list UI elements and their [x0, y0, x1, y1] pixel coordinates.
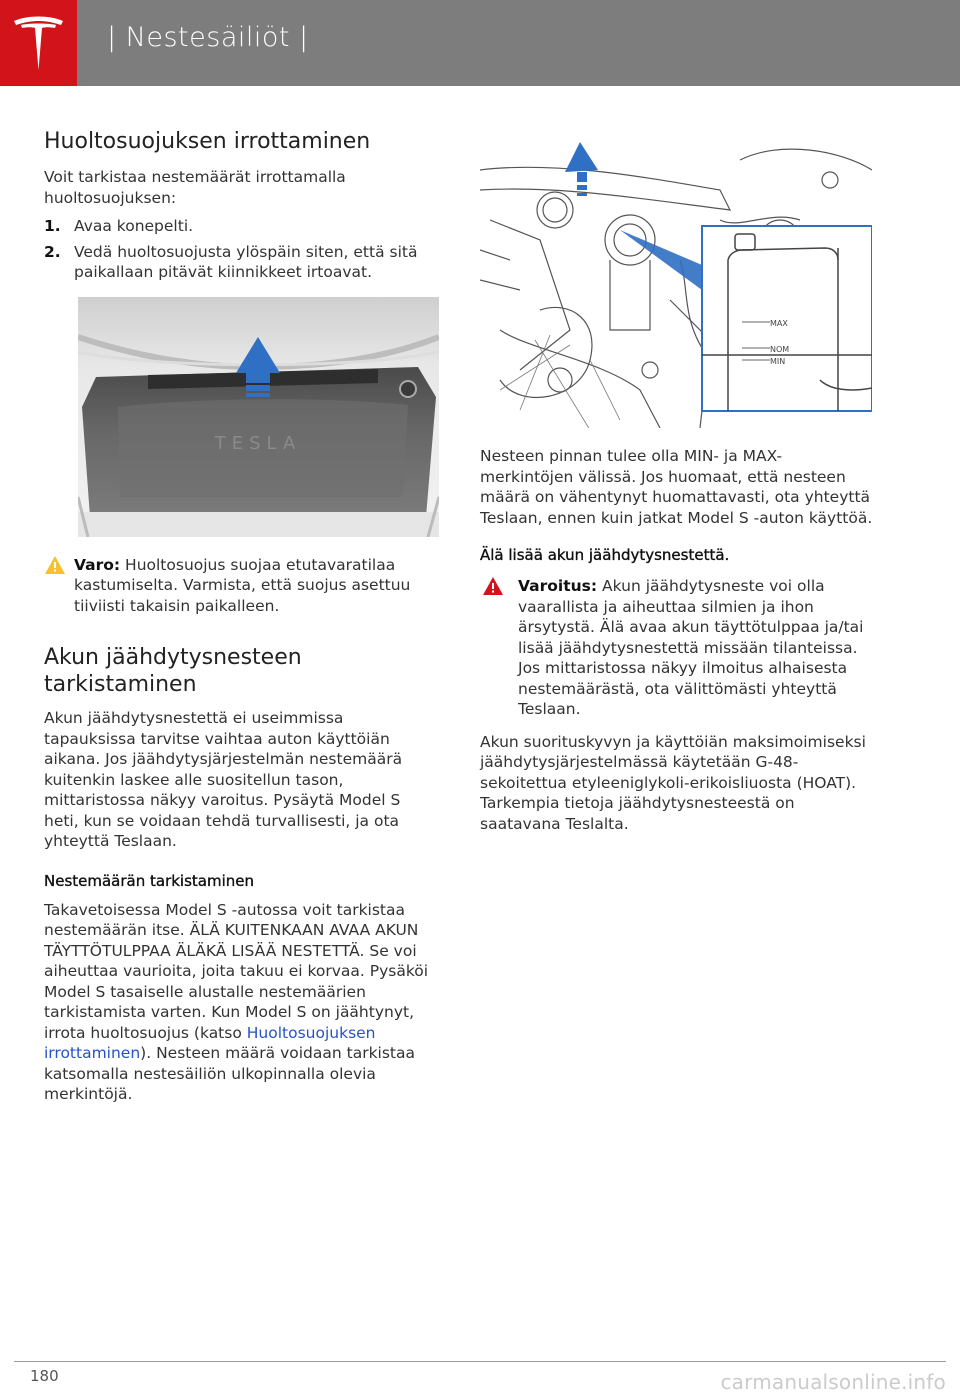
warning-icon	[482, 576, 504, 596]
tesla-logo-icon	[12, 14, 65, 72]
check-level-paragraph	[44, 900, 439, 1105]
step-number: 2.	[44, 242, 61, 261]
heading-check-coolant: Akun jäähdytysnesteen tarkistaminen	[44, 645, 302, 697]
subheading-check-level: Nestemäärän tarkistaminen	[44, 871, 255, 890]
label-nom: NOM	[770, 345, 790, 354]
tesla-logo	[0, 0, 77, 86]
caution-label: Varo:	[74, 555, 121, 574]
coolant-paragraph: Akun jäähdytysnestettä ei useimmissa tapauksissa tarvitse vaihtaa auton käyttöiän aikana. Jos jäähdytysjärjestelmän nestemäärä kuitenkin laskee alle suositellun tason, mittaristossa näkyy varoitus. Pysäytä Model S heti, kun se voidaan tehdä turvallisesti, ja ota yhteyttä Teslaan.	[44, 709, 403, 850]
warning-text: Akun jäähdytysneste voi olla vaarallista ja aiheuttaa silmien ja ihon ärsytystä. Älä avaa akun täyttötulppaa ja/tai lisää jäähdytysnestettä missään tilanteissa. Jos mittaristossa näkyy ilmoitus alhaisesta nestemäärästä, ota välittömästi yhteyttä Teslaan.	[518, 577, 864, 718]
coolant-reservoir-illustration	[480, 130, 872, 428]
page-header	[0, 0, 960, 86]
check-level-text-a: Takavetoisessa Model S -autossa voit tarkistaa nestemäärän itse. ÄLÄ KUITENKAAN AVAA AKUN TÄYTTÖTULPPAA ÄLÄKÄ LISÄÄ NESTETTÄ. Se voi aiheuttaa vaurioita, joita takuu ei korvaa. Pysäköi Model S tasaiselle alustalle nestemäärien tarkistamista varten. Kun Model S on jäähtynyt, irrota huoltosuojus (katso	[44, 900, 429, 1042]
caution-note	[44, 555, 439, 617]
warning-label: Varoitus:	[518, 577, 598, 595]
step-item	[44, 242, 439, 283]
link-remove-service-panel[interactable]: Huoltosuojuksen irrottaminen	[44, 1023, 376, 1062]
service-panel-illustration	[78, 297, 439, 537]
step-text: Avaa konepelti.	[74, 217, 194, 235]
subheading-do-not-add: Älä lisää akun jäähdytysnestettä.	[480, 546, 730, 564]
caution-text: Huoltosuojus suojaa etutavaratilaa kastumiselta. Varmista, että suojus asettuu tiiviisti takaisin paikalleen.	[74, 555, 411, 615]
step-text: Vedä huoltosuojusta ylöspäin siten, että sitä paikallaan pitävät kiinnikkeet irtoavat.	[74, 242, 418, 281]
label-max: MAX	[770, 319, 788, 328]
coolant-info-paragraph: Akun suorituskyvyn ja käyttöiän maksimoimiseksi jäähdytysjärjestelmässä käytetään G-48-sekoitettua etyleeniglykoli-erikoisliuosta (HOAT). Tarkempia tietoja jäähdytysnesteestä on saatavana Teslalta.	[480, 732, 866, 833]
figure-tesla-text: TESLA	[214, 432, 302, 454]
fluid-level-paragraph: Nesteen pinnan tulee olla MIN- ja MAX-merkintöjen välissä. Jos huomaat, että nesteen määrä on vähentynyt huomattavasti, ota yhteyttä Teslaan, ennen kuin jatkat Model S -auton käyttöä.	[480, 447, 873, 527]
footer-divider	[14, 1361, 946, 1362]
watermark: carmanualsonline.info	[720, 1370, 946, 1394]
section-title: | Nestesäiliöt |	[107, 22, 309, 53]
figure-coolant-reservoir	[480, 130, 875, 432]
right-column	[480, 130, 875, 834]
step-item	[44, 216, 439, 237]
steps-list	[44, 216, 439, 283]
left-column	[44, 128, 439, 1105]
intro-text: Voit tarkistaa nestemäärät irrottamalla huoltosuojuksen:	[44, 168, 346, 207]
label-min: MIN	[770, 357, 786, 366]
heading-remove-service-panel: Huoltosuojuksen irrottaminen	[44, 129, 371, 154]
check-level-text-b: ). Nesteen määrä voidaan tarkistaa katsomalla nestesäiliön ulkopinnalla olevia merkintöjä.	[44, 1044, 416, 1103]
warning-note	[480, 576, 875, 720]
figure-service-panel	[78, 297, 439, 541]
page-number: 180	[30, 1367, 59, 1385]
caution-icon	[44, 555, 66, 575]
step-number: 1.	[44, 217, 61, 235]
